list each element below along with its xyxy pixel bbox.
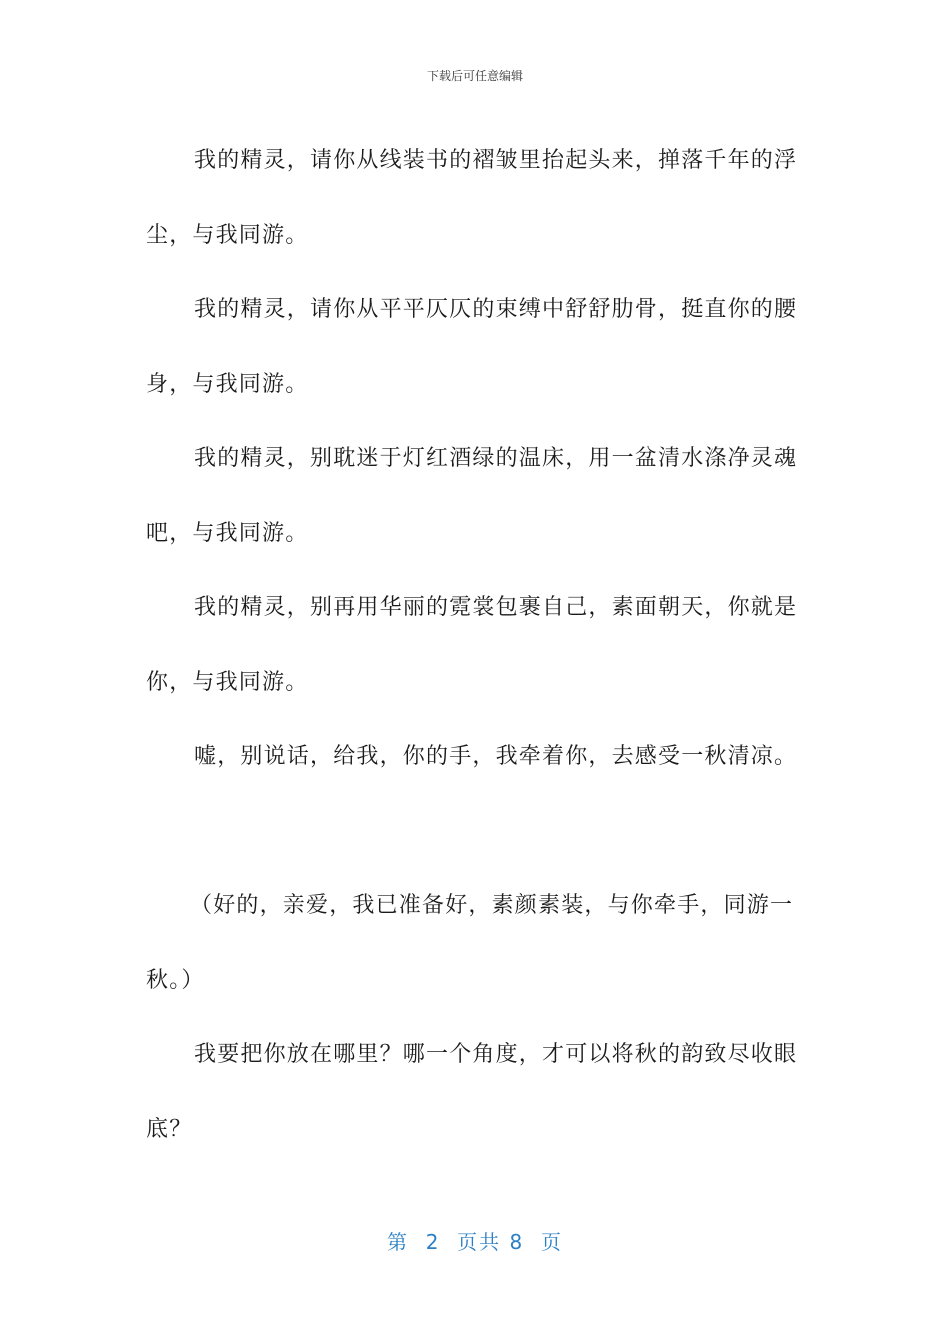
paragraph: 我的精灵，别再用华丽的霓裳包裹自己，素面朝天，你就是你，与我同游。 [146, 595, 798, 695]
page-footer [0, 1226, 950, 1255]
paragraph: （好的，亲爱，我已准备好，素颜素装，与你牵手，同游一秋。） [146, 893, 794, 993]
paragraph: 我的精灵，请你从平平仄仄的束缚中舒舒肋骨，挺直你的腰身，与我同游。 [146, 297, 798, 397]
header-note: 下载后可任意编辑 [426, 69, 523, 83]
total-pages-number: 8 [509, 1230, 525, 1254]
current-page-number: 2 [425, 1230, 441, 1254]
page-label-suffix: 页 [540, 1230, 563, 1254]
paragraph: 我的精灵，别耽迷于灯红酒绿的温床，用一盆清水涤净灵魂吧，与我同游。 [146, 446, 798, 546]
paragraph: 嘘，别说话，给我，你的手，我牵着你，去感受一秋清凉。 [194, 744, 798, 769]
paragraph-spacer [146, 795, 806, 870]
page-label-mid: 页共 [457, 1230, 502, 1254]
document-body [146, 124, 806, 1167]
page-label-prefix: 第 [387, 1230, 409, 1254]
paragraph: 我的精灵，请你从线装书的褶皱里抬起头来，掸落千年的浮尘，与我同游。 [146, 148, 798, 248]
paragraph: 我要把你放在哪里？哪一个角度，才可以将秋的韵致尽收眼底？ [146, 1042, 798, 1142]
